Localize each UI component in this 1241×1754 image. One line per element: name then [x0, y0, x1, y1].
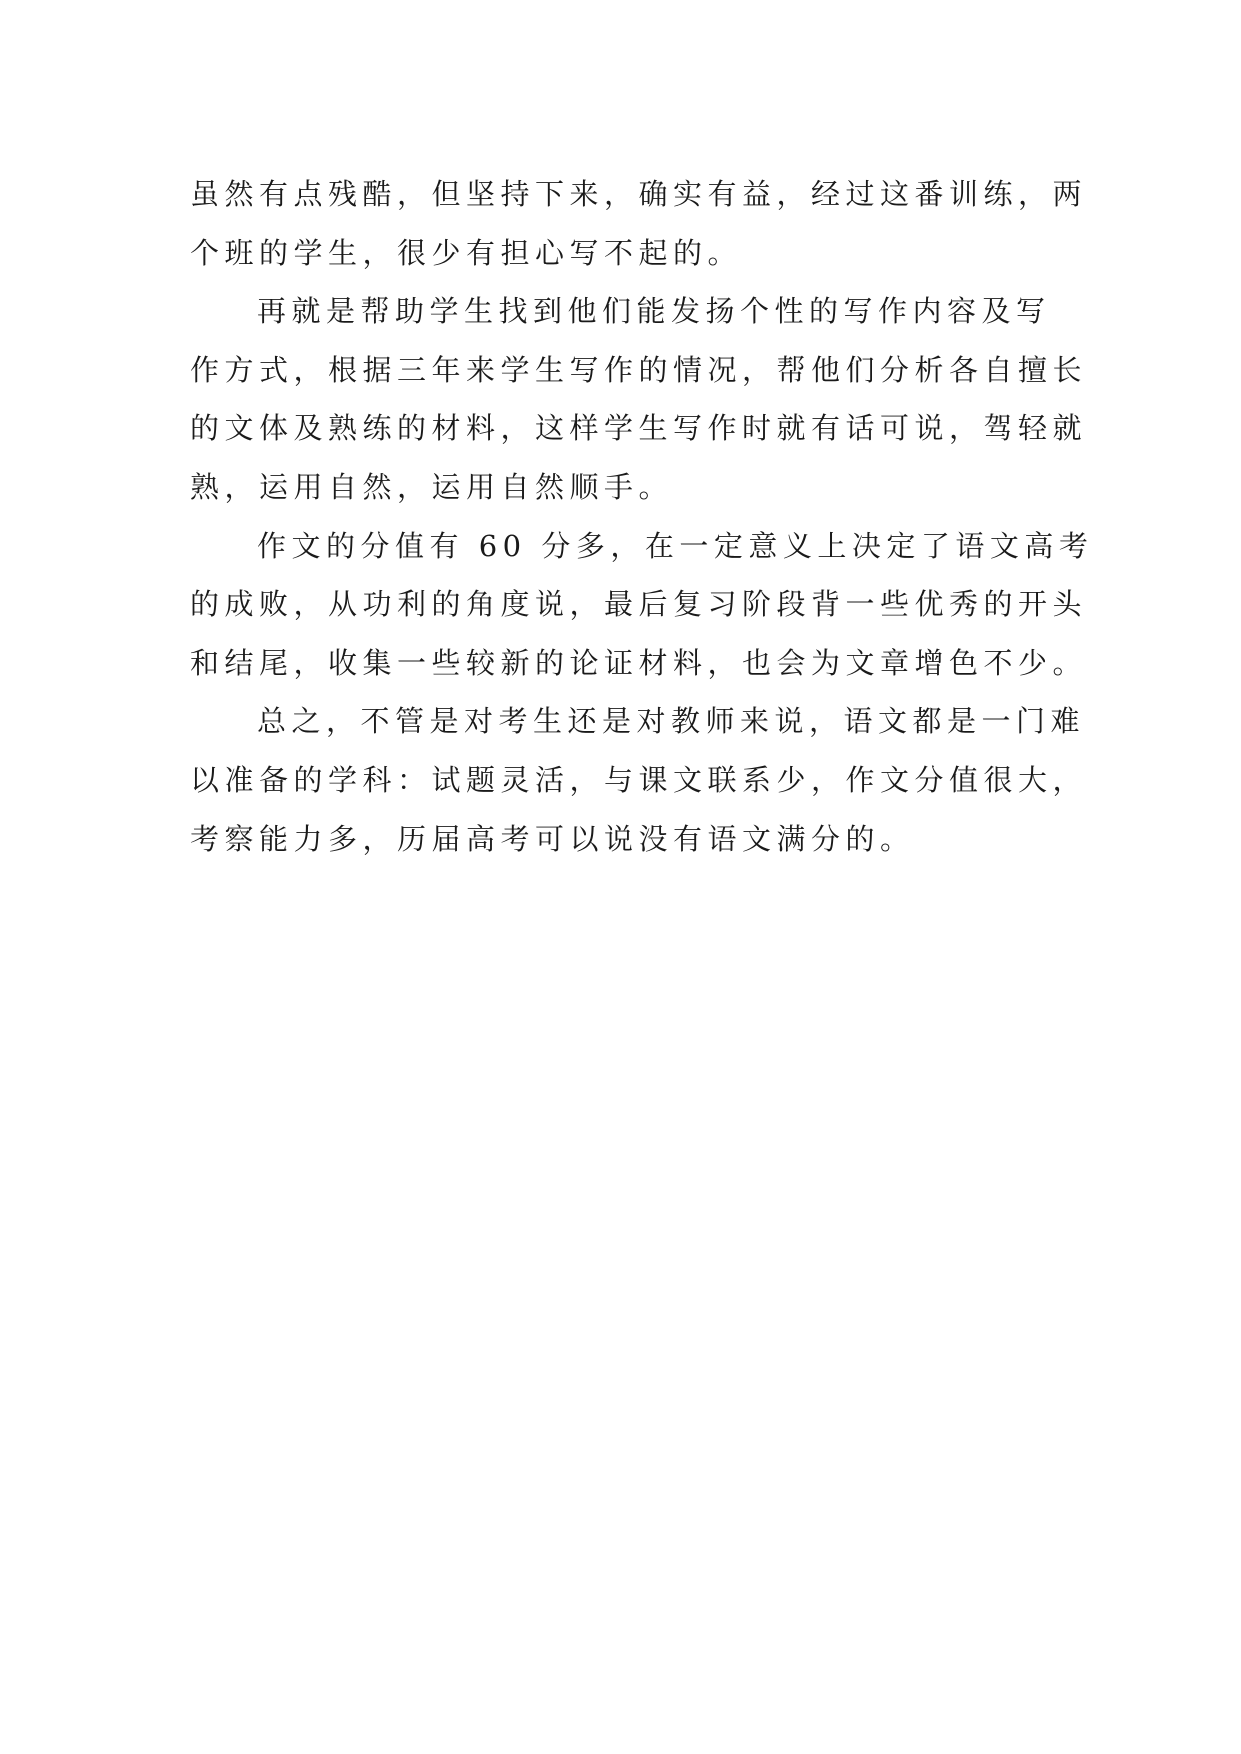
paragraph-line: 个班的学生，很少有担心写不起的。: [190, 235, 743, 270]
paragraph-line: 的文体及熟练的材料，这样学生写作时就有话可说，驾轻就: [190, 411, 1088, 446]
paragraph-3: [190, 517, 1094, 693]
paragraph-line: 以准备的学科：试题灵活，与课文联系少，作文分值很大，: [190, 762, 1088, 797]
paragraph-line: 总之，不管是对考生还是对教师来说，语文都是一门难: [257, 704, 1086, 739]
paragraph-4: [190, 692, 1088, 868]
paragraph-line: 再就是帮助学生找到他们能发扬个性的写作内容及写: [257, 294, 1051, 329]
paragraph-line: 虽然有点残酷，但坚持下来，确实有益，经过这番训练，两: [190, 177, 1088, 211]
paragraph-line: 作文的分值有 60 分多，在一定意义上决定了语文高考: [257, 528, 1094, 563]
paragraph-line: 熟，运用自然，运用自然顺手。: [190, 469, 674, 504]
paragraph-1: [190, 165, 1088, 282]
paragraph-line: 作方式，根据三年来学生写作的情况，帮他们分析各自擅长: [190, 352, 1088, 387]
paragraph-line: 的成败，从功利的角度说，最后复习阶段背一些优秀的开头: [190, 587, 1088, 622]
paragraph-line: 考察能力多，历届高考可以说没有语文满分的。: [190, 821, 915, 856]
paragraph-2: [190, 282, 1088, 516]
document-body: [190, 165, 1094, 868]
paragraph-line: 和结尾，收集一些较新的论证材料，也会为文章增色不少。: [190, 645, 1088, 680]
